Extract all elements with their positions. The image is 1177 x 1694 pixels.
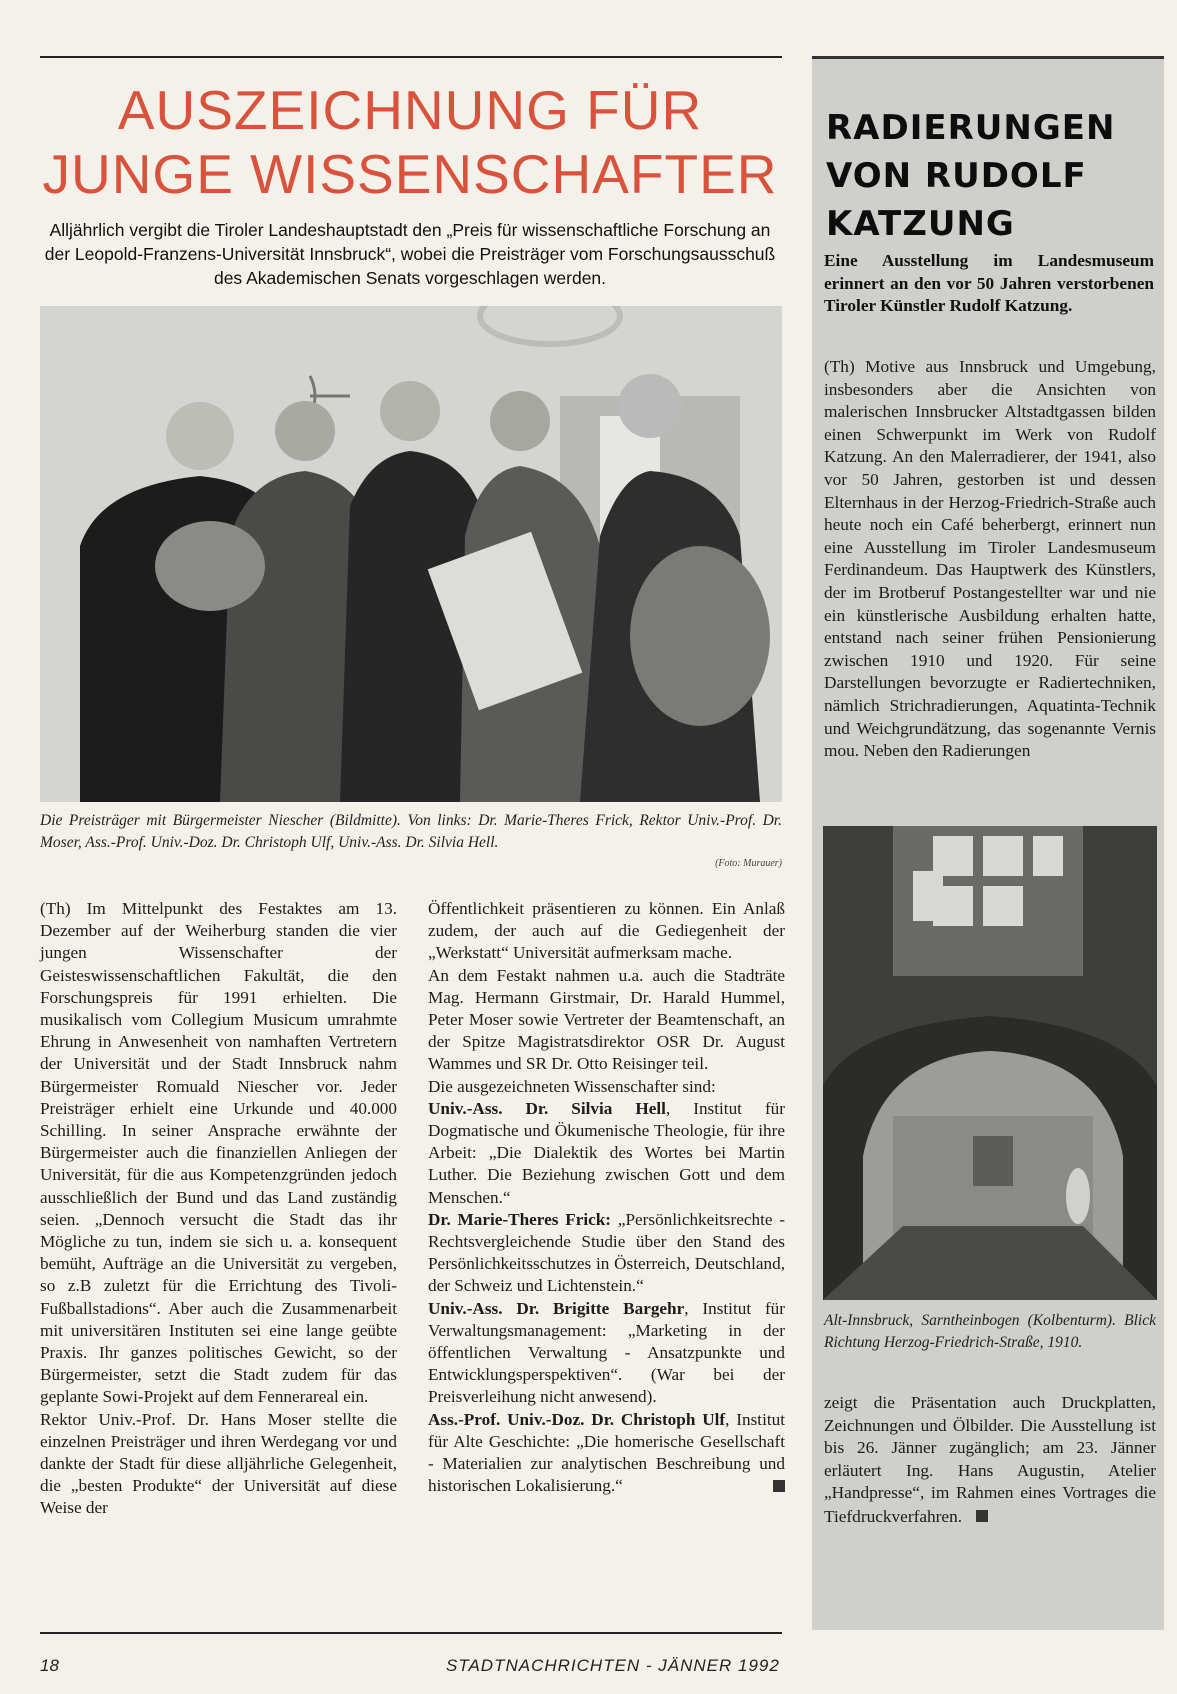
top-rule: [40, 56, 782, 58]
photo-illustration: [40, 306, 782, 802]
sidebar-title: [826, 104, 1156, 248]
sidebar-lead: Eine Ausstellung im Landesmuseum erinnert an den vor 50 Jahren verstorbenen Tiroler Künstler Rudolf Katzung.: [824, 251, 1154, 315]
article-column-1: [40, 898, 397, 1520]
headline-line-1: AUSZEICHNUNG FÜR: [117, 79, 703, 141]
winner-1-text: , Institut für Dogmatische und Ökumenische Theologie, für ihre Arbeit: „Die Dialektik des Wortes bei Martin Luther. Die Beziehung zwischen Gott und dem Menschen.“: [428, 1098, 785, 1207]
sidebar-body-1: (Th) Motive aus Innsbruck und Umgebung, insbesonders aber die Ansichten von malerischen Innsbrucker Altstadtgassen bilden einen Schwerpunkt im Werk von Rudolf Katzung. An den Malerradierer, der 1941, also vor 50 Jahren, gestorben ist und dessen Elternhaus in der Herzog-Friedrich-Straße auch heute noch ein Café beherbergt, erinnert nun eine Ausstellung im Tiroler Landesmuseum Ferdinandeum. Das Hauptwerk des Künstlers, der im Brotberuf Postangestellter war und nie ein künstlerische Ausbildung erhalten hatte, entstand nach seiner frühen Pensionierung zwischen 1910 und 1920. Für seine Darstellungen bevorzugte er Radiertechniken, nämlich Strichradierungen, Aquatinta-Technik und Weichgrundätzung, das sogenannte Vernis mou. Neben den Radierungen: [824, 357, 1156, 761]
sidebar-body-2-text: zeigt die Präsentation auch Druckplatten, Zeichnungen und Ölbilder. Die Ausstellung ist bis 26. Jänner zugänglich; am 23. Jänner erläutert Ing. Hans Augustin, Atelier „Handpresse“, im Rahmen eines Vortrages die Tiefdruckverfahren.: [824, 1393, 1156, 1526]
sidebar-title-line-1: RADIERUNGEN: [826, 108, 1116, 148]
winner-2-entry: [428, 1209, 785, 1298]
column-2-paragraph-1: Öffentlichkeit präsentieren zu können. Ein Anlaß zudem, der auch auf die Gediegenheit der „Werkstatt“ Universität aufmerksam mache.: [428, 899, 785, 963]
page-number: 18: [40, 1656, 59, 1675]
award-group-photo: [40, 306, 782, 802]
publication-footer: STADTNACHRICHTEN - JÄNNER 1992: [446, 1656, 780, 1675]
footer-rule: [40, 1632, 782, 1634]
sidebar-body-2: [824, 1392, 1156, 1529]
winner-1-entry: [428, 1098, 785, 1209]
winner-3-name: Univ.-Ass. Dr. Brigitte Bargehr: [428, 1298, 685, 1318]
etching-illustration: [823, 826, 1157, 1300]
winner-4-name: Ass.-Prof. Univ.-Doz. Dr. Christoph Ulf: [428, 1409, 726, 1429]
sidebar-title-line-2: VON RUDOLF: [826, 156, 1087, 196]
winner-1-name: Univ.-Ass. Dr. Silvia Hell: [428, 1098, 666, 1118]
article-column-2: [428, 898, 785, 1497]
column-2-paragraph-3: Die ausgezeichneten Wissenschafter sind:: [428, 1076, 716, 1096]
etching-caption: Alt-Innsbruck, Sarntheinbogen (Kolbenturm). Blick Richtung Herzog-Friedrich-Straße, 1910.: [824, 1312, 1156, 1351]
sidebar-end-mark-icon: [976, 1510, 988, 1522]
article-lead: Alljährlich vergibt die Tiroler Landeshauptstadt den „Preis für wissenschaftliche Forschung an der Leopold-Franzens-Universität Innsbruck“, wobei die Preisträger vom Forschungsausschuß des Akademischen Senats vorgeschlagen werden.: [44, 220, 776, 288]
headline-line-2: JUNGE WISSENSCHAFTER: [42, 143, 778, 205]
winner-4-entry: [428, 1409, 785, 1498]
winner-4-text: , Institut für Alte Geschichte: „Die homerische Gesellschaft - Materialien zur analytischen Beschreibung und historischen Lokalisierung.“: [428, 1409, 785, 1496]
winner-2-text: „Persönlichkeitsrechte - Rechtsvergleichende Studie über den Stand des Persönlichkeitsschutzes in Österreich, Deutschland, der Schweiz und Lichtenstein.“: [428, 1209, 786, 1296]
column-1-paragraph-2: Rektor Univ.-Prof. Dr. Hans Moser stellte die einzelnen Preisträger und ihren Werdegang vor und dankte der Stadt für diese alljährliche Gelegenheit, die „besten Produkte“ der Universität auf diese Weise der: [40, 1409, 397, 1518]
sidebar-title-line-3: KATZUNG: [826, 204, 1015, 244]
etching-image: [823, 826, 1157, 1300]
photo-caption: Die Preisträger mit Bürgermeister Niescher (Bildmitte). Von links: Dr. Marie-Theres Frick, Rektor Univ.-Prof. Dr. Moser, Ass.-Prof. Univ.-Doz. Dr. Christoph Ulf, Univ.-Ass. Dr. Silvia Hell.: [40, 812, 782, 851]
photo-credit: (Foto: Murauer): [715, 858, 782, 869]
winner-2-name: Dr. Marie-Theres Frick:: [428, 1209, 612, 1229]
column-2-paragraph-2: An dem Festakt nahmen u.a. auch die Stadträte Mag. Hermann Girstmair, Dr. Harald Hummel, Peter Moser sowie Vertreter der Beamtenschaft, an der Spitze Magistratsdirektor OSR Dr. August Wammes und SR Dr. Otto Reisinger teil.: [428, 965, 785, 1074]
end-mark-icon: [773, 1480, 785, 1492]
article-headline: [40, 78, 780, 206]
sidebar-top-rule: [812, 56, 1164, 59]
winner-3-entry: [428, 1298, 785, 1409]
column-1-paragraph-1: (Th) Im Mittelpunkt des Festaktes am 13. Dezember auf der Weiherburg standen die vier jungen Wissenschafter der Geisteswissenschaftlichen Fakultät, die den Forschungspreis für 1991 erhielten. Die musikalisch vom Collegium Musicum umrahmte Ehrung in Anwesenheit von namhaften Vertretern der Universität und der Stadt Innsbruck nahm Bürgermeister Romuald Niescher vor. Jeder Preisträger erhielt eine Urkunde und 40.000 Schilling. In seiner Ansprache erwähnte der Bürgermeister auch die finanziellen Anliegen der Universität, für die aus Kompetenzgründen jedoch ausschließlich der Bund und das Land zuständig seien. „Dennoch versucht die Stadt das ihr Mögliche zu tun, indem sie sich u. a. konsequent bemüht, Aufträge an die Universität zu vergeben, so z.B zuletzt für die Errichtung des Tivoli-Fußballstadions“. Aber auch die Zusammenarbeit mit universitären Instituten sei eine lange geübte Praxis. Ihr ganzes politisches Gewicht, so der Bürgermeister, setzt die Stadt zudem für das geplante Sowi-Projekt auf dem Fennerareal ein.: [40, 899, 397, 1407]
winner-3-text: , Institut für Verwaltungsmanagement: „Marketing in der öffentlichen Verwaltung - Ansatzpunkte und Entwicklungsperspektiven“. (War bei der Preisverleihung nicht anwesend).: [428, 1298, 786, 1407]
